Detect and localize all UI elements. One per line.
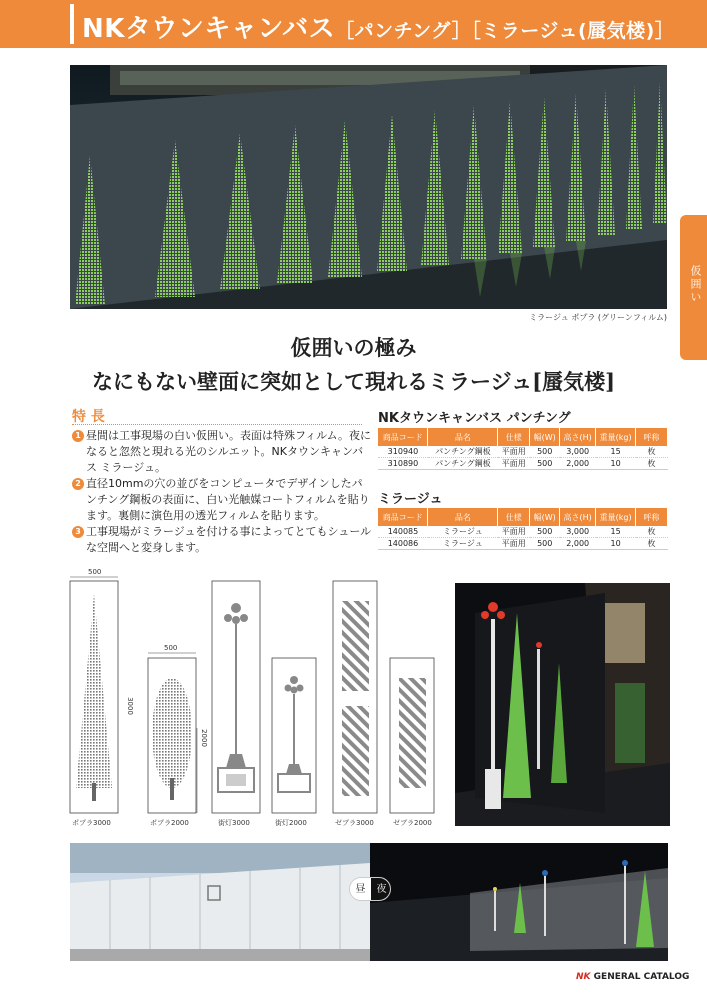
feature-text-1: 昼間は工事現場の白い仮囲い。表面は特殊フィルム。夜になると忽然と現れる光のシルエット。NKタウンキャンバス ミラージュ。 (86, 429, 372, 474)
cell-height: 3,000 (560, 446, 596, 458)
page-title (82, 8, 674, 45)
feature-item-2 (72, 476, 372, 524)
day-night-photo (70, 843, 668, 961)
cell-height: 3,000 (560, 526, 596, 538)
night-photo-illustration (455, 583, 670, 826)
hero-photo-illustration (70, 65, 667, 309)
day-night-toggle[interactable] (349, 877, 391, 901)
headline-line1: 仮囲いの極み (290, 335, 417, 360)
col-header-code: 商品コード (378, 428, 428, 446)
cell-spec: 平面用 (498, 526, 530, 538)
table-header-row (378, 508, 668, 526)
dim-height-2000: 2000 (199, 729, 208, 747)
feature-text-2: 直径10mmの穴の並びをコンピュータでデザインしたパンチング鋼板の表面に、白い光触媒コートフィルムを貼ります。裏側に演色用の透光フィルムを貼ります。 (86, 477, 370, 522)
headline-line2: なにもない壁面に突如として現れるミラージュ[蜃気楼] (91, 369, 616, 394)
cell-unit: 枚 (636, 526, 668, 538)
col-header-weight: 重量(kg) (596, 508, 636, 526)
label-streetlamp2000: 街灯2000 (275, 819, 307, 827)
col-header-name: 品名 (428, 428, 498, 446)
col-header-height: 高さ(H) (560, 508, 596, 526)
cell-spec: 平面用 (498, 538, 530, 550)
cell-width: 500 (530, 526, 560, 538)
dim-height-3000: 3000 (125, 697, 134, 715)
page-title-sub: ［パンチング］［ミラージュ(蜃気楼)］ (335, 20, 675, 42)
cell-width: 500 (530, 458, 560, 470)
cell-height: 2,000 (560, 458, 596, 470)
cell-name: ミラージュ (428, 538, 498, 550)
dim-width-poplar3000: 500 (88, 568, 102, 576)
features-divider (72, 424, 362, 425)
day-label: 昼 (350, 878, 371, 901)
cell-weight: 15 (596, 446, 636, 458)
col-header-weight: 重量(kg) (596, 428, 636, 446)
col-header-width: 幅(W) (530, 508, 560, 526)
cell-width: 500 (530, 538, 560, 550)
feature-item-1 (72, 428, 372, 476)
cell-code: 140085 (378, 526, 428, 538)
night-street-photo (455, 583, 670, 826)
label-poplar2000: ポプラ2000 (150, 819, 189, 827)
table-row (378, 526, 668, 538)
cell-spec: 平面用 (498, 446, 530, 458)
cell-unit: 枚 (636, 446, 668, 458)
hero-caption: ミラージュ ポプラ (グリーンフィルム) (529, 313, 667, 322)
table-punching (378, 428, 668, 470)
hero-photo (70, 65, 667, 309)
table-mirage-title: ミラージュ (378, 492, 443, 507)
label-zebra3000: ゼブラ3000 (335, 819, 374, 827)
cell-name: パンチング鋼板 (428, 458, 498, 470)
cell-name: ミラージュ (428, 526, 498, 538)
col-header-spec: 仕様 (498, 428, 530, 446)
label-zebra2000: ゼブラ2000 (393, 819, 432, 827)
col-header-height: 高さ(H) (560, 428, 596, 446)
cell-code: 310890 (378, 458, 428, 470)
feature-number-2: 2 (72, 478, 84, 490)
cell-spec: 平面用 (498, 458, 530, 470)
col-header-unit: 呼称 (636, 508, 668, 526)
cell-weight: 15 (596, 526, 636, 538)
table-row (378, 446, 668, 458)
table-row (378, 538, 668, 550)
cell-code: 310940 (378, 446, 428, 458)
footer-brand (576, 972, 689, 982)
brand-catalog-text: GENERAL CATALOG (593, 972, 690, 982)
col-header-name: 品名 (428, 508, 498, 526)
table-punching-title: NKタウンキャンバス パンチング (378, 411, 571, 426)
feature-number-1: 1 (72, 430, 84, 442)
table-row (378, 458, 668, 470)
table-mirage (378, 508, 668, 550)
col-header-unit: 呼称 (636, 428, 668, 446)
label-streetlamp3000: 街灯3000 (218, 819, 250, 827)
col-header-code: 商品コード (378, 508, 428, 526)
header-bar (0, 0, 707, 48)
header-accent-line (70, 4, 74, 44)
feature-text-3: 工事現場がミラージュを付ける事によってとてもシュールな空間へと変身します。 (86, 525, 372, 554)
cell-weight: 10 (596, 538, 636, 550)
night-label: 夜 (371, 878, 391, 901)
feature-item-3 (72, 524, 372, 556)
page-title-main: NKタウンキャンバス (82, 14, 336, 44)
day-night-illustration (70, 843, 668, 961)
features-title: 特 長 (72, 409, 105, 425)
cell-height: 2,000 (560, 538, 596, 550)
cell-width: 500 (530, 446, 560, 458)
drawings-svg (60, 568, 445, 830)
brand-logo: NK (576, 972, 591, 982)
cell-name: パンチング鋼板 (428, 446, 498, 458)
side-index-tab-label: 仮囲い (689, 265, 702, 304)
cell-code: 140086 (378, 538, 428, 550)
technical-drawings (60, 568, 445, 830)
col-header-width: 幅(W) (530, 428, 560, 446)
label-poplar3000: ポプラ3000 (72, 819, 111, 827)
cell-unit: 枚 (636, 458, 668, 470)
dim-width-poplar2000: 500 (164, 644, 178, 652)
cell-unit: 枚 (636, 538, 668, 550)
feature-number-3: 3 (72, 526, 84, 538)
cell-weight: 10 (596, 458, 636, 470)
col-header-spec: 仕様 (498, 508, 530, 526)
table-header-row (378, 428, 668, 446)
